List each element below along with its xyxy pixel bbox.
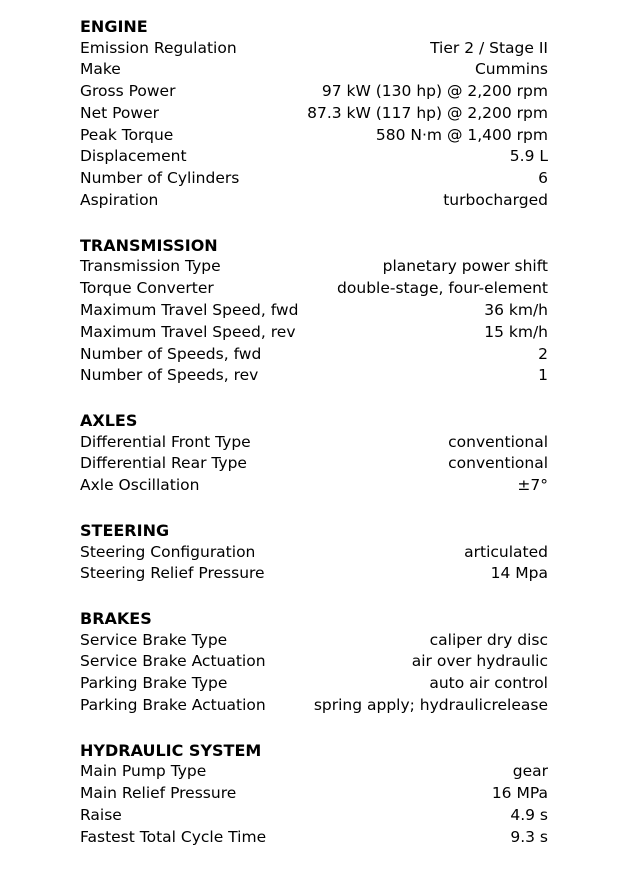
spec-label: Axle Oscillation [80,476,200,495]
spec-row [80,475,548,497]
spec-value: 5.9 L [509,147,548,166]
spec-value: 6 [538,169,548,188]
spec-row [80,190,548,212]
spec-label: Gross Power [80,82,176,101]
section-title: TRANSMISSION [80,235,218,255]
spec-row [80,695,548,717]
spec-value: 97 kW (130 hp) @ 2,200 rpm [321,82,548,101]
spec-rows [80,761,548,848]
spec-label: Transmission Type [80,257,221,276]
spec-value: air over hydraulic [411,652,548,671]
spec-label: Peak Torque [80,125,174,144]
spec-row [80,432,548,454]
spec-value: ±7° [517,476,548,495]
spec-row [80,563,548,585]
spec-rows [80,630,548,717]
spec-row [80,542,548,564]
section-title: HYDRAULIC SYSTEM [80,740,262,760]
spec-row [80,783,548,805]
spec-row [80,322,548,344]
spec-label: Parking Brake Actuation [80,696,266,715]
spec-label: Main Pump Type [80,762,207,781]
section-title: AXLES [80,411,138,431]
spec-value: double-stage, four-element [337,279,548,298]
spec-value: 16 MPa [491,784,548,803]
spec-label: Net Power [80,103,159,122]
spec-label: Number of Cylinders [80,169,240,188]
spec-row [80,168,548,190]
spec-value: 15 km/h [484,322,548,341]
spec-row [80,146,548,168]
spec-value: 4.9 s [510,805,548,824]
spec-row [80,805,548,827]
section-engine [80,16,548,212]
spec-value: gear [512,762,548,781]
section-title: ENGINE [80,17,148,36]
spec-row [80,38,548,60]
spec-label: Maximum Travel Speed, rev [80,322,296,341]
spec-label: Main Relief Pressure [80,784,237,803]
spec-label: Displacement [80,147,187,166]
section-hydraulic-system [80,740,548,849]
spec-value: spring apply; hydraulicrelease [313,696,548,715]
spec-row [80,103,548,125]
spec-row [80,651,548,673]
spec-row [80,300,548,322]
spec-row [80,59,548,81]
spec-label: Differential Front Type [80,432,251,451]
section-title: STEERING [80,521,170,541]
spec-label: Fastest Total Cycle Time [80,827,267,846]
spec-label: Emission Regulation [80,38,237,57]
section-steering [80,520,548,585]
spec-value: 580 N·m @ 1,400 rpm [375,125,548,144]
section-title: BRAKES [80,609,152,629]
spec-value: Tier 2 / Stage II [430,38,548,57]
spec-value: caliper dry disc [429,630,548,649]
spec-value: auto air control [429,674,548,693]
spec-sheet [80,16,548,849]
spec-label: Service Brake Actuation [80,652,266,671]
spec-row [80,125,548,147]
spec-label: Aspiration [80,191,159,210]
spec-row [80,827,548,849]
spec-value: 2 [538,344,548,363]
spec-label: Torque Converter [80,279,214,298]
spec-row [80,761,548,783]
spec-label: Make [80,60,121,79]
spec-row [80,344,548,366]
section-transmission [80,235,548,387]
spec-value: 1 [538,366,548,385]
spec-rows [80,432,548,497]
spec-value: 9.3 s [510,827,548,846]
spec-row [80,673,548,695]
spec-row [80,453,548,475]
spec-value: 36 km/h [484,300,548,319]
spec-value: turbocharged [443,191,548,210]
spec-value: articulated [464,542,548,561]
section-brakes [80,608,548,717]
spec-label: Maximum Travel Speed, fwd [80,300,299,319]
spec-row [80,365,548,387]
spec-label: Parking Brake Type [80,674,228,693]
spec-label: Raise [80,805,122,824]
spec-row [80,630,548,652]
spec-label: Steering Relief Pressure [80,564,265,583]
spec-rows [80,256,548,387]
spec-value: 14 Mpa [490,564,548,583]
spec-value: conventional [448,454,548,473]
spec-rows [80,542,548,586]
spec-row [80,81,548,103]
spec-label: Steering Configuration [80,542,256,561]
spec-label: Number of Speeds, rev [80,366,259,385]
spec-label: Differential Rear Type [80,454,247,473]
spec-label: Number of Speeds, fwd [80,344,262,363]
section-axles [80,410,548,497]
spec-row [80,256,548,278]
spec-value: 87.3 kW (117 hp) @ 2,200 rpm [307,103,548,122]
spec-value: planetary power shift [382,257,548,276]
spec-value: Cummins [474,60,548,79]
spec-rows [80,38,548,212]
spec-value: conventional [448,432,548,451]
spec-row [80,278,548,300]
spec-label: Service Brake Type [80,630,228,649]
